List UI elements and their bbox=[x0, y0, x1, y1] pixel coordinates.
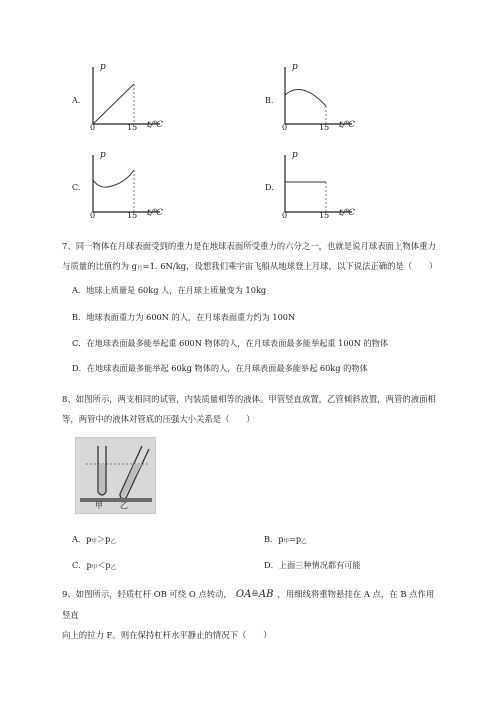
q7-line2-pre: 与质量的比值约为 g bbox=[62, 261, 138, 271]
q9-formula-oa: OA bbox=[235, 589, 252, 600]
q8-option-b-sub1: 甲 bbox=[283, 539, 289, 545]
graph-b-curve bbox=[285, 90, 326, 106]
q8-option-b-p2: p bbox=[295, 534, 302, 544]
q7-option-a: A．地球上质量是 60kg 人，在月球上质量变为 10kg bbox=[72, 285, 267, 295]
q8-option-b-rel: = bbox=[288, 534, 296, 544]
graph-a-tick: 15 bbox=[127, 123, 138, 132]
q8-option-c-rel: ＜ bbox=[97, 560, 106, 570]
graph-a-p-label: p bbox=[100, 62, 106, 72]
q9-line2: 向上的拉力 F。则在保持杠杆水平静止的情况下（ ） bbox=[62, 630, 272, 640]
q9-formula-ab: AB bbox=[258, 589, 274, 600]
graph-d-zero: 0 bbox=[282, 211, 288, 220]
q7-option-b: B．地球表面重力为 600N 的人，在月球表面重力约为 100N bbox=[72, 312, 296, 322]
q8-option-a-p1: p bbox=[86, 534, 92, 544]
q9-line1-pre: 9、如图所示，轻质杠杆 OB 可绕 O 点转动， bbox=[62, 589, 232, 599]
q7-option-d: D．在地球表面最多能举起 60kg 物体的人，在月球表面最多能举起 60kg 的物体 bbox=[72, 363, 368, 373]
q9-line1-post: ，用细线将重物悬挂在 A 点，在 B 点作用竖直 bbox=[62, 589, 435, 620]
q7-line2-post: =1. 6N/kg，设想我们乘宇宙飞船从地球登上月球，以下说法正确的是（ ） bbox=[142, 261, 438, 271]
q9-stem bbox=[62, 584, 438, 645]
graph-c-letter: C. bbox=[72, 183, 81, 192]
q8-option-d-letter: D． bbox=[264, 560, 279, 570]
graph-d-unit: t/℃ bbox=[339, 208, 355, 218]
q8-stem bbox=[62, 389, 438, 429]
q8-option-c-p1: p bbox=[86, 560, 92, 570]
q8-option-b bbox=[264, 534, 307, 545]
q8-option-b-p1: p bbox=[278, 534, 284, 544]
table-surface bbox=[80, 498, 152, 502]
q7-stem bbox=[62, 236, 438, 279]
graph-a-letter: A. bbox=[72, 96, 81, 105]
graph-b-letter: B. bbox=[265, 96, 274, 105]
q8-option-c-p2: p bbox=[105, 560, 111, 570]
q8-option-a bbox=[72, 534, 116, 545]
q8-option-a-p2: p bbox=[105, 534, 111, 544]
graph-a-unit: t/℃ bbox=[147, 120, 163, 130]
tube-jia-liquid bbox=[99, 464, 105, 494]
q7-line1: 7、同一物体在月球表面受到的重力是在地球表面所受重力的六分之一，也就是说月球表面上物体重力 bbox=[62, 241, 436, 251]
graph-c-curve bbox=[93, 170, 134, 187]
q8-option-c-sub2: 乙 bbox=[110, 565, 117, 571]
q8-option-d bbox=[264, 560, 361, 571]
graph-a-zero: 0 bbox=[90, 123, 96, 132]
test-tubes-drawing bbox=[76, 438, 155, 513]
q7-g-subscript: 月 bbox=[137, 266, 143, 272]
q9-formula bbox=[236, 589, 274, 600]
q8-option-a-sub1: 甲 bbox=[91, 539, 97, 545]
graph-c-p-label: p bbox=[100, 150, 106, 160]
graph-c-unit: t/℃ bbox=[147, 208, 163, 218]
q8-option-c bbox=[72, 560, 116, 571]
graph-b-unit: t/℃ bbox=[339, 120, 355, 130]
graph-b-tick: 15 bbox=[319, 123, 330, 132]
photo-label-jia: 甲 bbox=[95, 501, 103, 510]
graph-b-zero: 0 bbox=[282, 123, 288, 132]
graph-d-tick: 15 bbox=[319, 211, 330, 220]
graph-d-letter: D. bbox=[265, 183, 274, 192]
graph-c-zero: 0 bbox=[90, 211, 96, 220]
q9-formula-symbol: ≞ bbox=[251, 590, 259, 600]
q7-line2 bbox=[62, 256, 438, 279]
q8-option-b-sub2: 乙 bbox=[301, 539, 307, 545]
q8-option-a-sub2: 乙 bbox=[110, 539, 116, 545]
q8-option-d-text: 上面三种情况都有可能 bbox=[278, 560, 361, 570]
q7-option-c: C．在地球表面最多能举起重 600N 物体的人，在月球表面最多能举起重 100N 的物体 bbox=[72, 338, 389, 348]
photo-label-yi: 乙 bbox=[120, 501, 128, 510]
test-tubes-photo bbox=[75, 437, 156, 514]
q8-line2: 等，两管中的液体对管底的压强大小关系是（ ） bbox=[62, 414, 255, 424]
q8-option-c-sub1: 甲 bbox=[91, 565, 98, 571]
graph-c-tick: 15 bbox=[127, 211, 138, 220]
q9-line1 bbox=[62, 584, 438, 625]
q8-option-a-letter: A． bbox=[72, 534, 87, 544]
graph-a-curve bbox=[93, 84, 134, 124]
graph-d-p-label: p bbox=[292, 150, 298, 160]
q8-line1: 8、如图所示，两支相同的试管，内装质量相等的液体。甲管竖直放置，乙管倾斜放置，两管的液面相 bbox=[62, 394, 436, 404]
graph-b-p-label: p bbox=[292, 62, 298, 72]
q8-option-c-letter: C． bbox=[72, 560, 87, 570]
q8-option-b-letter: B． bbox=[264, 534, 279, 544]
q8-option-a-rel: ＞ bbox=[96, 534, 106, 544]
